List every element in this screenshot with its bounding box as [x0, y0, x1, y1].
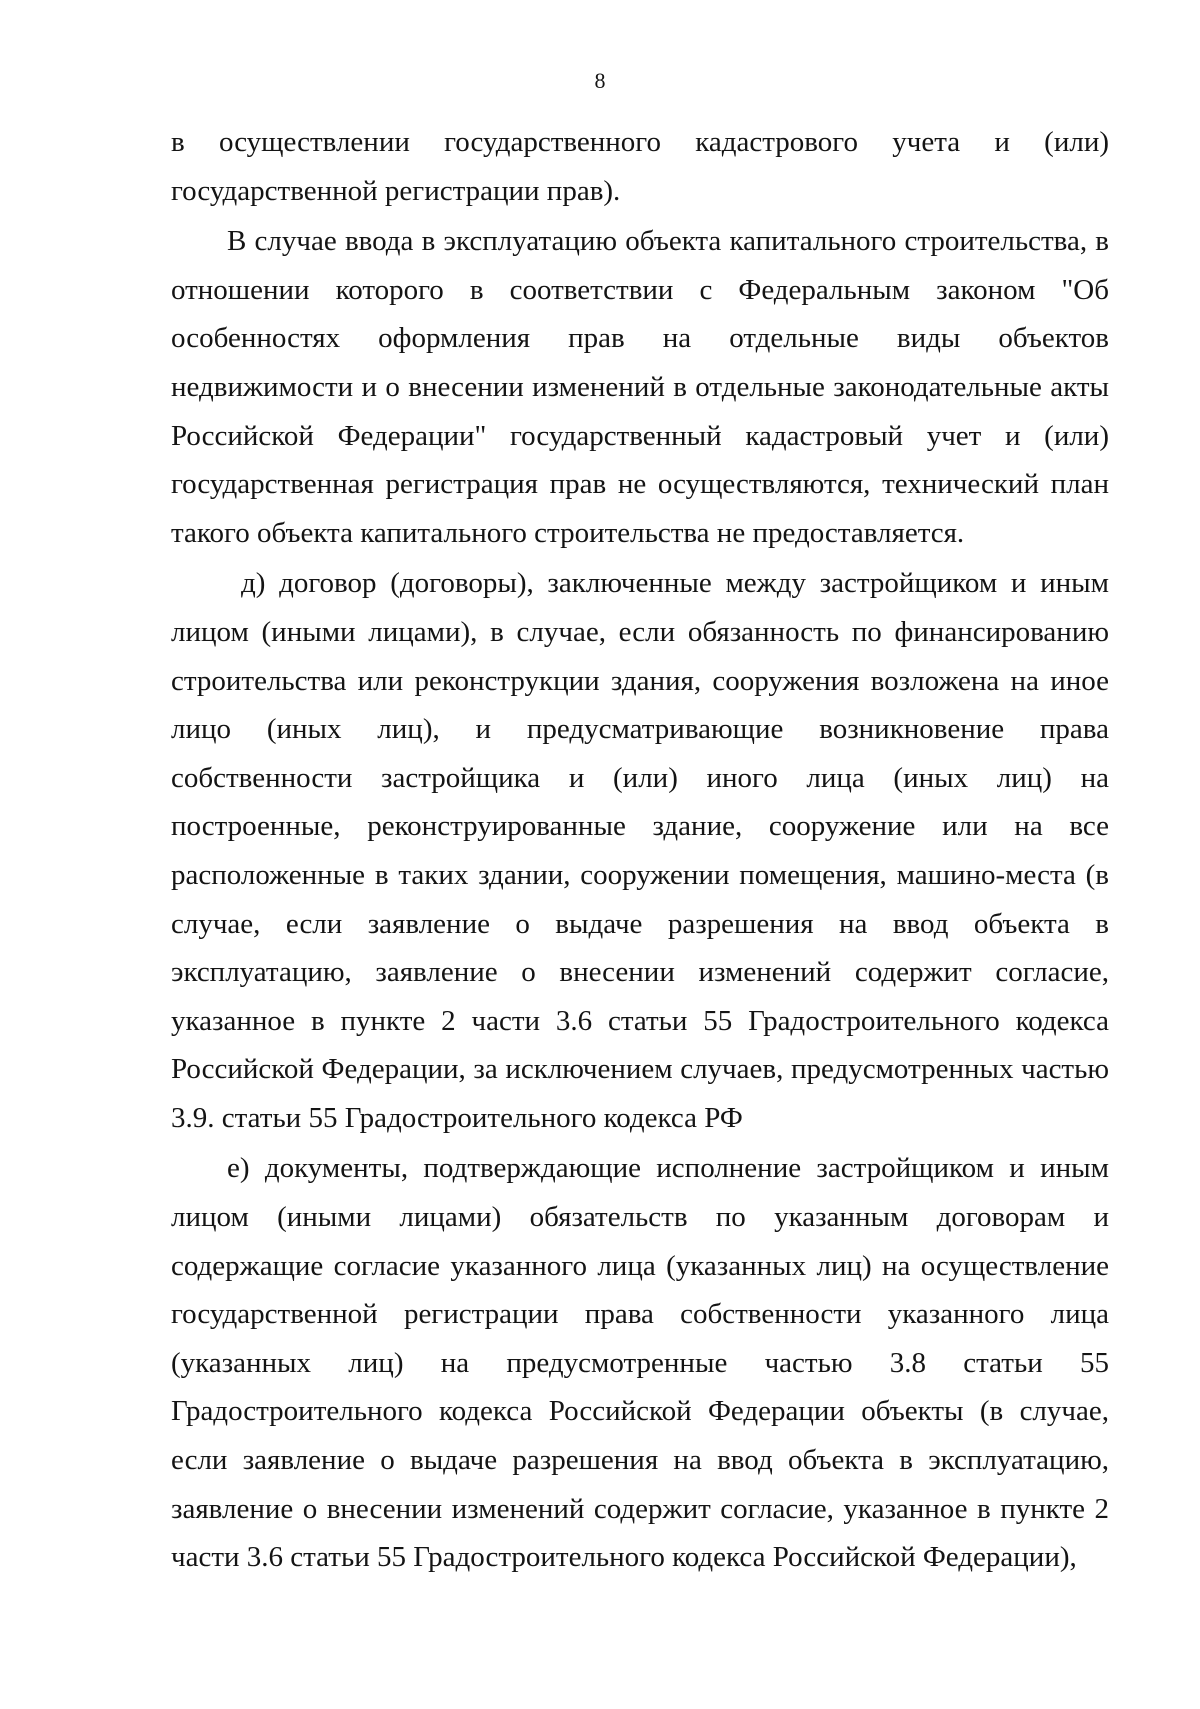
paragraph-capital-construction: В случае ввода в эксплуатацию объекта капитального строительства, в отношении которого в соответствии с Федеральным законом "Об особенностях оформления прав на отдельные виды объектов недвижимости и о внесении изменений в отдельные законодательные акты Российской Федерации" государственный кадастровый учет и (или) государственная регистрация прав не осуществляются, технический план такого объекта капитального строительства не предоставляется. — [171, 225, 1109, 549]
page-number: 8 — [594, 68, 606, 93]
paragraph-continuation: в осуществлении государственного кадастрового учета и (или) государственной регистрации прав). — [171, 126, 1109, 207]
document-body — [171, 118, 1109, 1582]
paragraph-item-d: д) договор (договоры), заключенные между застройщиком и иным лицом (иными лицами), в случае, если обязанность по финансированию строительства или реконструкции здания, сооружения возложена на иное лицо (иных лиц), и предусматривающие возникновение права собственности застройщика и (или) иного лица (иных лиц) на построенные, реконструированные здание, сооружение или на все расположенные в таких здании, сооружении помещения, машино-места (в случае, если заявление о выдаче разрешения на ввод объекта в эксплуатацию, заявление о внесении изменений содержит согласие, указанное в пункте 2 части 3.6 статьи 55 Градостроительного кодекса Российской Федерации, за исключением случаев, предусмотренных частью 3.9. статьи 55 Градостроительного кодекса РФ — [171, 567, 1109, 1134]
paragraph-item-e: е) документы, подтверждающие исполнение застройщиком и иным лицом (иными лицами) обязательств по указанным договорам и содержащие согласие указанного лица (указанных лиц) на осуществление государственной регистрации права собственности указанного лица (указанных лиц) на предусмотренные частью 3.8 статьи 55 Градостроительного кодекса Российской Федерации объекты (в случае, если заявление о выдаче разрешения на ввод объекта в эксплуатацию, заявление о внесении изменений содержит согласие, указанное в пункте 2 части 3.6 статьи 55 Градостроительного кодекса Российской Федерации), — [171, 1152, 1109, 1574]
